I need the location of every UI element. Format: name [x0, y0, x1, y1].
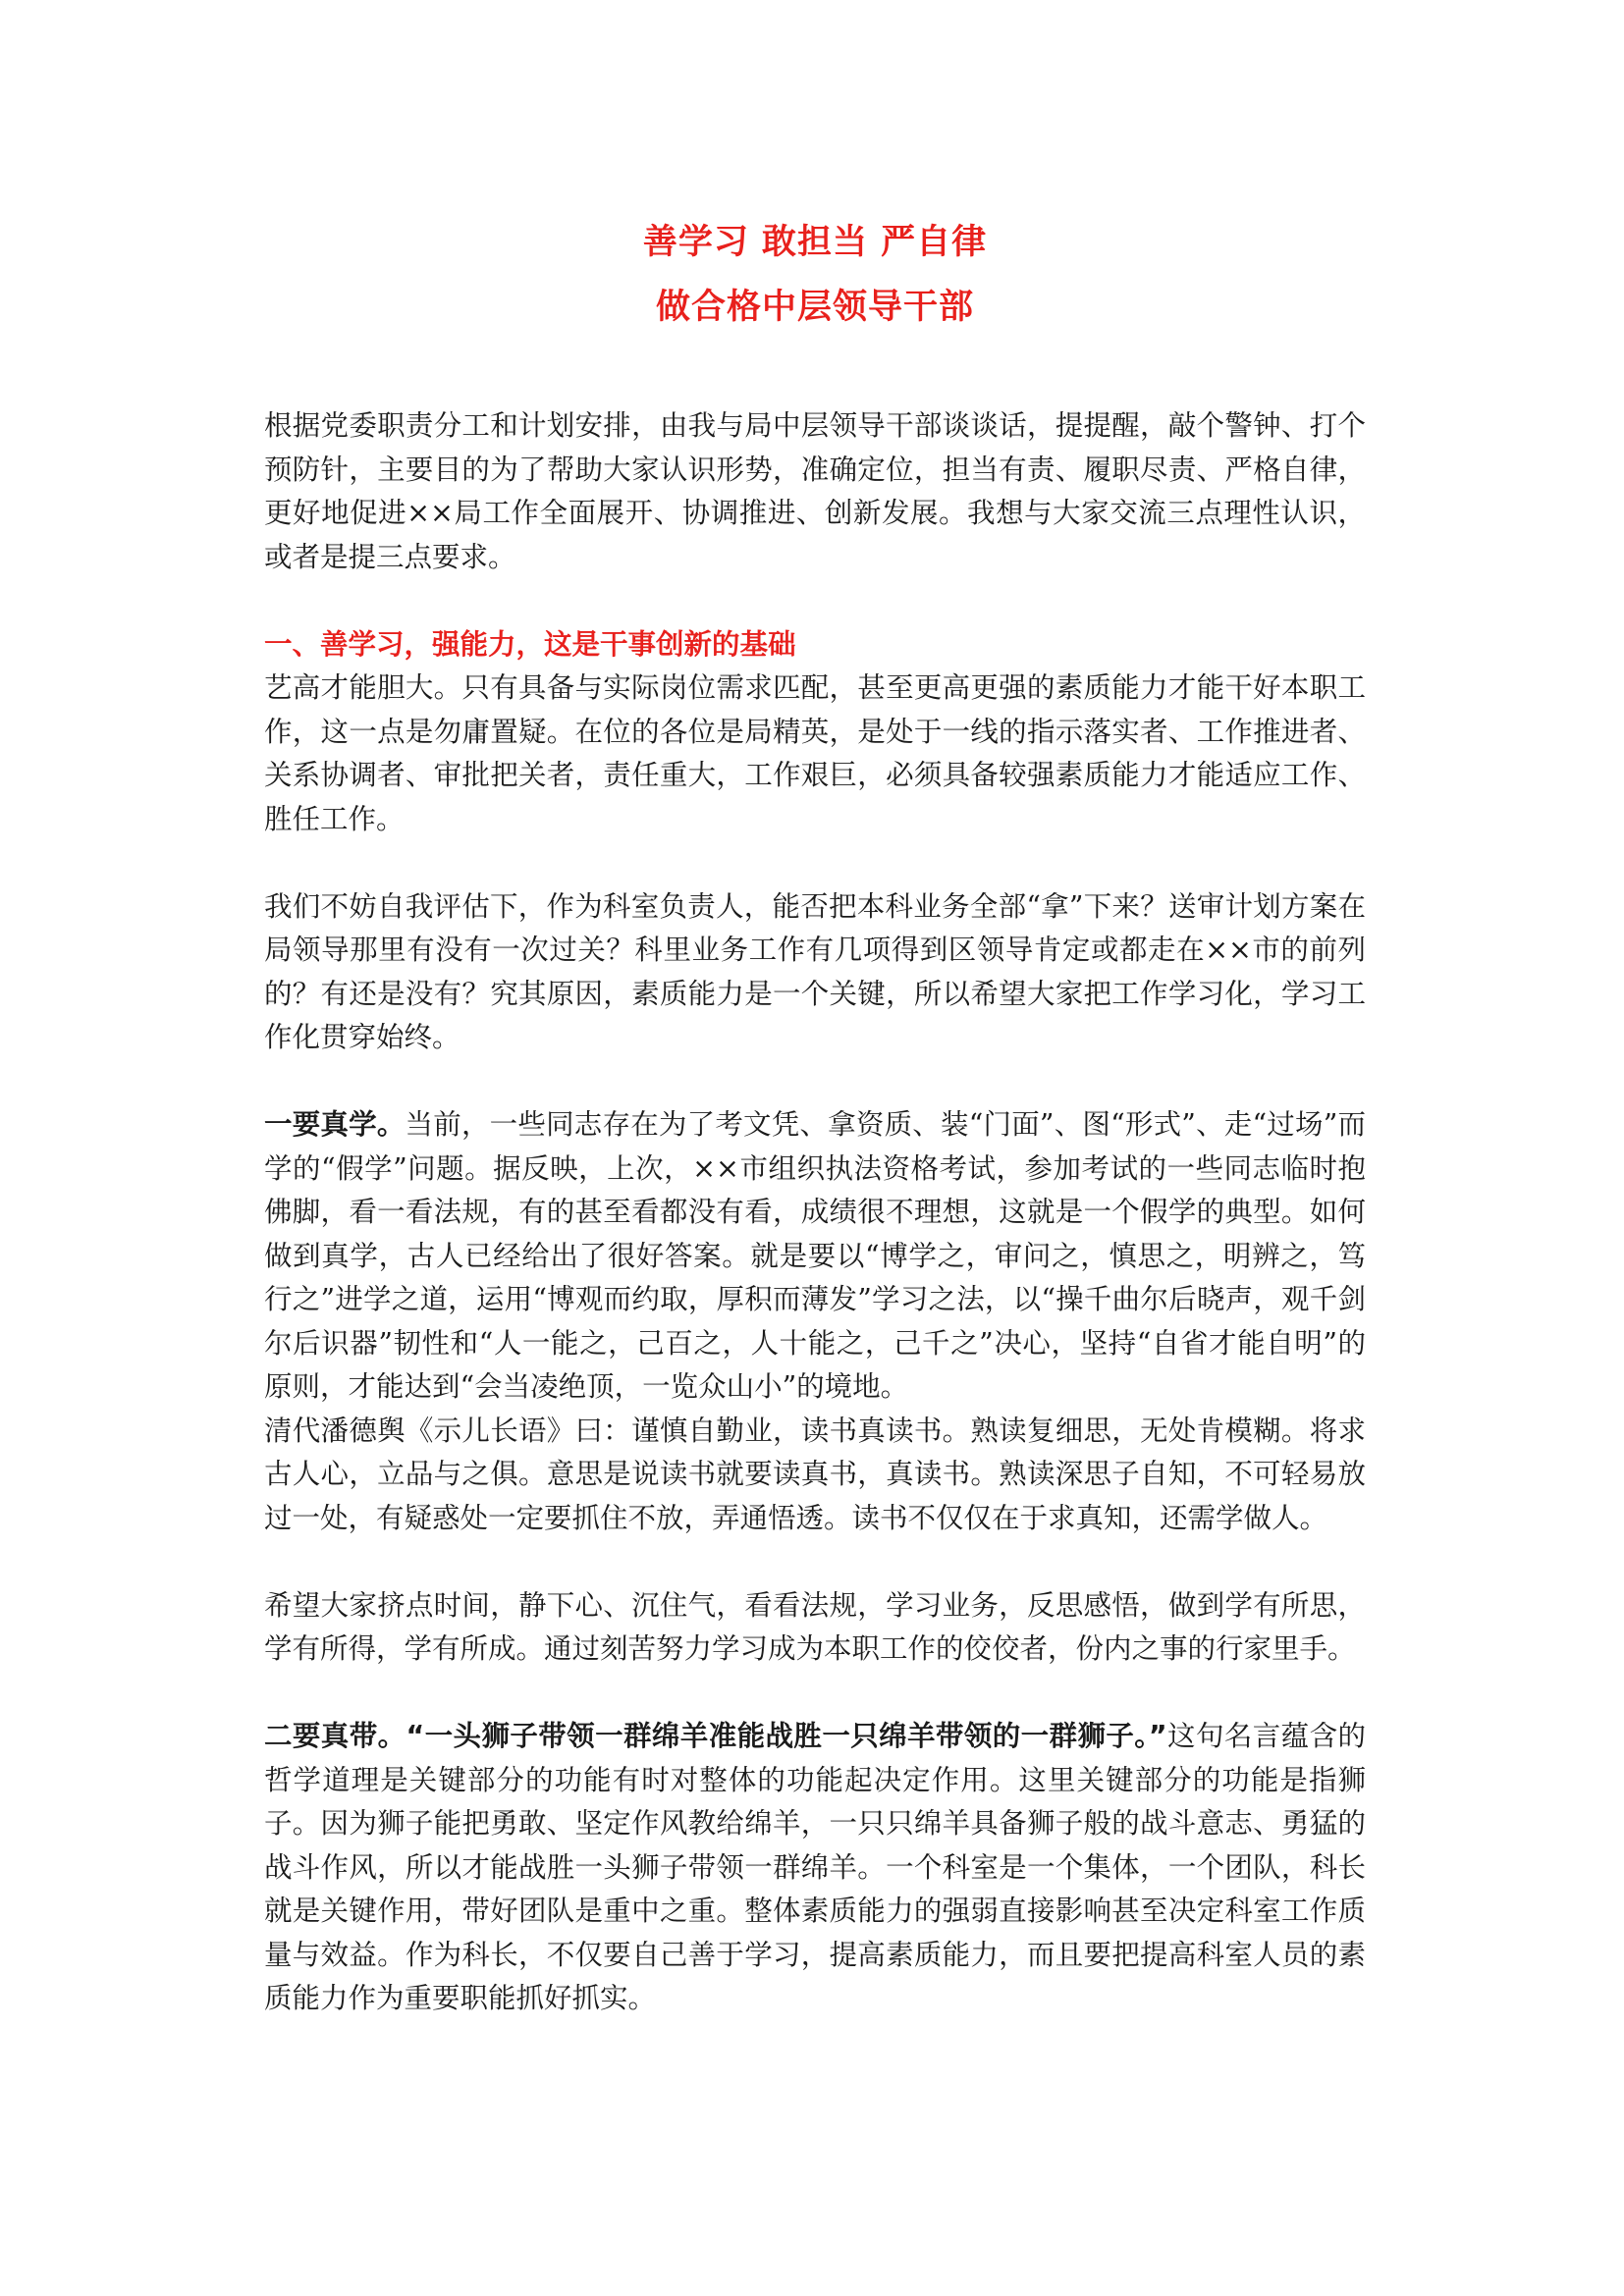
- title-line-2: 做合格中层领导干部: [655, 288, 974, 327]
- point-2-paragraph: [264, 1715, 1366, 2021]
- point-2-lead: 二要真带。“一头狮子带领一群绵羊准能战胜一只绵羊带领的一群狮子。”: [264, 1720, 1167, 1752]
- point-2-text: 这句名言蕴含的哲学道理是关键部分的功能有时对整体的功能起决定作用。这里关键部分的功能是指狮子。因为狮子能把勇敢、坚定作风教给绵羊，一只只绵羊具备狮子般的战斗意志、勇猛的战斗作风，所以才能战胜一头狮子带领一群绵羊。一个科室是一个集体，一个团队，科长就是关键作用，带好团队是重中之重。整体素质能力的强弱直接影响甚至决定科室工作质量与效益。作为科长，不仅要自己善于学习，提高素质能力，而且要把提高科室人员的素质能力作为重要职能抓好抓实。: [264, 1720, 1366, 2014]
- paragraph-gap: [264, 1672, 1366, 1716]
- intro-paragraph: 根据党委职责分工和计划安排，由我与局中层领导干部谈谈话，提提醒，敲个警钟、打个预防针，主要目的为了帮助大家认识形势，准确定位，担当有责、履职尽责、严格自律，更好地促进××局工作全面展开、协调推进、创新发展。我想与大家交流三点理性认识，或者是提三点要求。: [264, 409, 1366, 573]
- paragraph-gap: [264, 841, 1366, 885]
- paragraph-gap: [264, 1060, 1366, 1104]
- point-1-lead: 一要真学。: [264, 1108, 406, 1141]
- point-1-hope-paragraph: 希望大家挤点时间，静下心、沉住气，看看法规，学习业务，反思感悟，做到学有所思，学有所得，学有所成。通过刻苦努力学习成为本职工作的佼佼者，份内之事的行家里手。: [264, 1588, 1366, 1665]
- point-1-paragraph: [264, 1103, 1366, 1410]
- title-line-1: 善学习 敢担当 严自律: [642, 223, 988, 262]
- point-1-text: 当前，一些同志存在为了考文凭、拿资质、装“门面”、图“形式”、走“过场”而学的“假学”问题。据反映，上次，××市组织执法资格考试，参加考试的一些同志临时抱佛脚，看一看法规，有的甚至看都没有看，成绩很不理想，这就是一个假学的典型。如何做到真学，古人已经给出了很好答案。就是要以“博学之，审问之，慎思之，明辨之，笃行之”进学之道，运用“博观而约取，厚积而薄发”学习之法，以“操千曲尔后晓声，观千剑尔后识器”韧性和“人一能之，己百之，人十能之，己千之”决心，坚持“自省才能自明”的原则，才能达到“会当凌绝顶，一览众山小”的境地。: [264, 1108, 1366, 1403]
- title-block: [264, 210, 1366, 340]
- section-1-heading: 一、善学习，强能力，这是干事创新的基础: [264, 627, 796, 661]
- section-1-paragraph-2: 我们不妨自我评估下，作为科室负责人，能否把本科业务全部“拿”下来？送审计划方案在局领导那里有没有一次过关？科里业务工作有几项得到区领导肯定或都走在××市的前列的？有还是没有？究其原因，素质能力是一个关键，所以希望大家把工作学习化，学习工作化贯穿始终。: [264, 889, 1366, 1053]
- document-page: [264, 210, 1366, 2021]
- point-1-quote-paragraph: 清代潘德舆《示儿长语》曰：谨慎自勤业，读书真读书。熟读复细思，无处肯模糊。将求古人心，立品与之俱。意思是说读书就要读真书，真读书。熟读深思子自知，不可轻易放过一处，有疑惑处一定要抓住不放，弄通悟透。读书不仅仅在于求真知，还需学做人。: [264, 1414, 1366, 1534]
- paragraph-gap: [264, 1540, 1366, 1584]
- paragraph-gap: [264, 579, 1366, 623]
- section-1-paragraph-1: 艺高才能胆大。只有具备与实际岗位需求匹配，甚至更高更强的素质能力才能干好本职工作，这一点是勿庸置疑。在位的各位是局精英，是处于一线的指示落实者、工作推进者、关系协调者、审批把关者，责任重大，工作艰巨，必须具备较强素质能力才能适应工作、胜任工作。: [264, 671, 1366, 835]
